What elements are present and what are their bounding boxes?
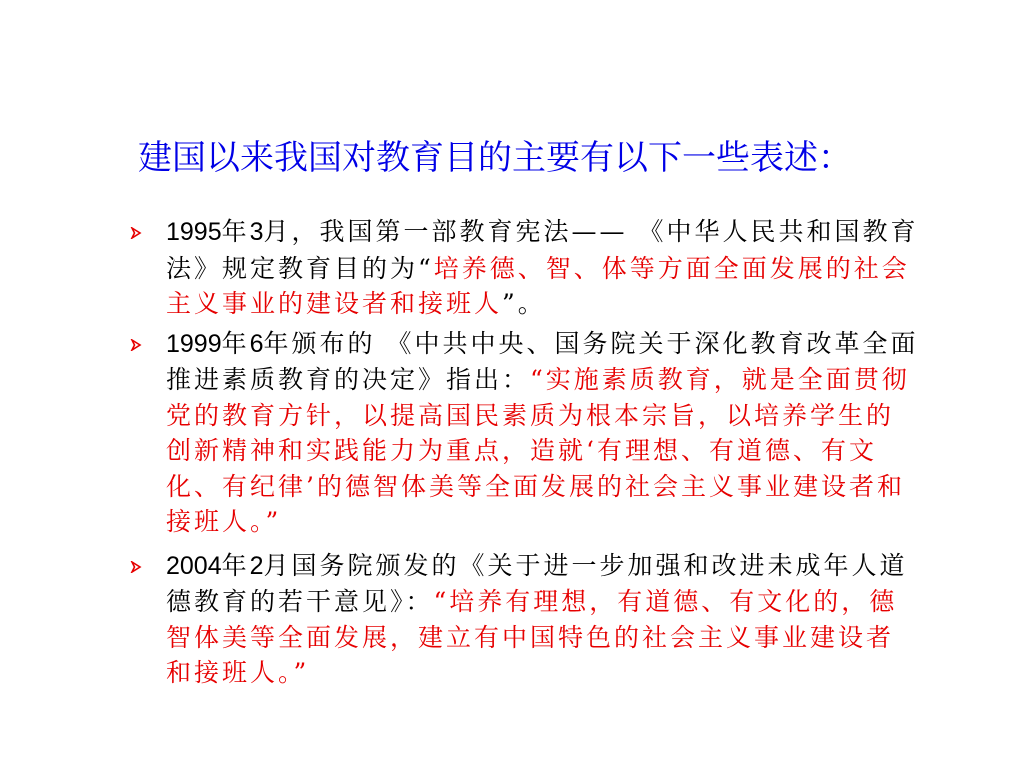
bullet-year: 1995 <box>166 218 222 246</box>
bullet-item-2004 <box>130 548 920 691</box>
bullet-year-suffix: 年 <box>221 328 250 358</box>
chevron-right-arrow-icon <box>130 227 142 239</box>
open-quote: “ <box>418 253 434 283</box>
bullet-item-1999 <box>130 326 920 540</box>
chevron-right-arrow-icon <box>130 339 142 351</box>
bullet-year: 2004 <box>166 551 222 580</box>
bullet-intro: 月，我国第一部教育宪法—— 《中华人民共和国教育法》规定教育目的为 <box>166 217 919 283</box>
slide-title: 建国以来我国对教育目的主要有以下一些表述： <box>138 138 852 178</box>
chevron-right-arrow-icon <box>130 561 142 573</box>
bullet-year-suffix: 年 <box>221 550 250 580</box>
bullet-quote: “培养有理想，有道德、有文化的，德智体美等全面发展，建立有中国特色的社会主义事业建设者和接班人。” <box>166 587 898 687</box>
bullet-year: 1999 <box>166 329 222 358</box>
bullet-intro: 月国务院颁发的《关于进一步加强和改进未成年人道德教育的若干意见》： <box>166 550 908 616</box>
bullet-list <box>130 214 920 694</box>
bullet-year-suffix: 年 <box>221 217 250 246</box>
bullet-intro: 年颁布的 《中共中央、国务院关于深化教育改革全面推进素质教育的决定》指出： <box>166 328 919 394</box>
bullet-month: 3 <box>249 218 264 246</box>
close-quote: ”。 <box>502 289 546 318</box>
bullet-month: 6 <box>249 329 264 358</box>
bullet-month: 2 <box>249 551 264 580</box>
bullet-quote: 培养德、智、体等方面全面发展的社会主义事业的建设者和接班人 <box>166 253 910 318</box>
bullet-quote: “实施素质教育，就是全面贯彻党的教育方针，以提高国民素质为根本宗旨，以培养学生的创新精神和实践能力为重点，造就‘有理想、有道德、有文化、有纪律’的德智体美等全面发展的社会主义事业建设者和接班人。” <box>166 365 910 536</box>
bullet-item-1995 <box>130 214 920 322</box>
